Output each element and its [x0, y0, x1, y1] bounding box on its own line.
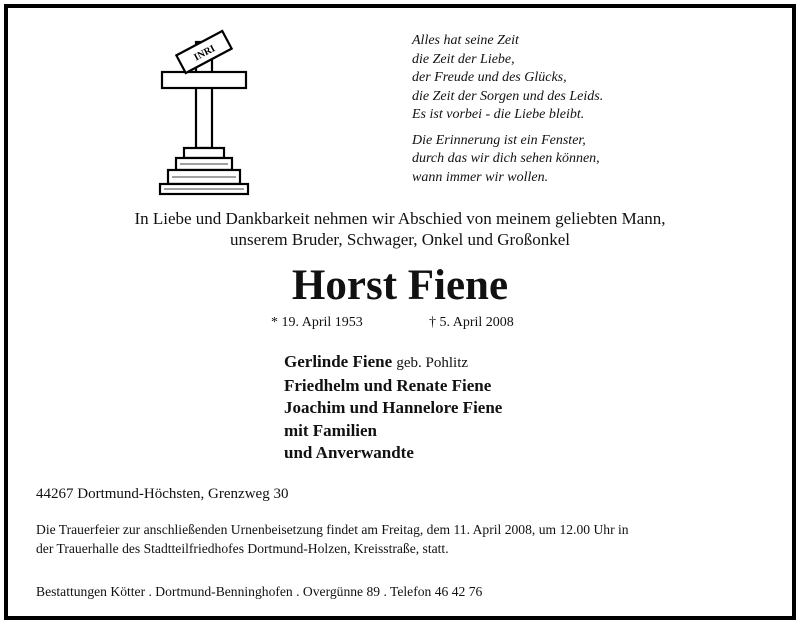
intro-line: unserem Bruder, Schwager, Onkel und Großonkel [230, 230, 570, 249]
family-address: 44267 Dortmund-Höchsten, Grenzweg 30 [36, 486, 289, 502]
poem-line: der Freude und des Glücks, [412, 70, 567, 85]
undertaker-info: Bestattungen Kötter . Dortmund-Benninghofen . Overgünne 89 . Telefon 46 42 76 [36, 584, 483, 599]
death-date: † 5. April 2008 [429, 315, 514, 330]
obituary-notice [4, 4, 796, 620]
birth-date: * 19. April 1953 [271, 315, 363, 330]
ceremony-line: Die Trauerfeier zur anschließenden Urnenbeisetzung findet am Freitag, dem 11. April 2008, um 12.00 Uhr in [36, 522, 629, 537]
life-dates [271, 315, 514, 331]
poem-stanza [412, 32, 603, 125]
poem-line: Alles hat seine Zeit [412, 33, 519, 48]
ceremony-info [36, 520, 776, 558]
ceremony-line: der Trauerhalle des Stadtteilfriedhofes Dortmund-Holzen, Kreisstraße, statt. [36, 541, 449, 556]
poem-line: Die Erinnerung ist ein Fenster, [412, 132, 586, 148]
intro-text [8, 208, 792, 250]
deceased-name: Horst Fiene [291, 262, 509, 309]
cross-icon [156, 20, 252, 196]
poem [412, 32, 603, 194]
mourner-line [284, 351, 502, 375]
maiden-name: geb. Pohlitz [396, 355, 469, 371]
poem-stanza [412, 132, 603, 188]
poem-line: wann immer wir wollen. [412, 169, 549, 185]
poem-line: die Zeit der Liebe, [412, 51, 515, 67]
inri-inscription: INRI [192, 43, 218, 64]
poem-line: durch das wir dich sehen können, [412, 151, 600, 166]
poem-line: Es ist vorbei - die Liebe bleibt. [412, 107, 585, 122]
mourner-line: und Anverwandte [284, 443, 414, 462]
poem-line: die Zeit der Sorgen und des Leids. [412, 88, 604, 104]
mourner-line: Joachim und Hannelore Fiene [284, 398, 503, 417]
intro-line: In Liebe und Dankbarkeit nehmen wir Abschied von meinem geliebten Mann, [134, 209, 666, 228]
mourners-list [284, 351, 502, 465]
mourner-name: Gerlinde Fiene [284, 352, 393, 371]
mourner-line: Friedhelm und Renate Fiene [284, 375, 492, 395]
mourner-line: mit Familien [284, 420, 378, 440]
